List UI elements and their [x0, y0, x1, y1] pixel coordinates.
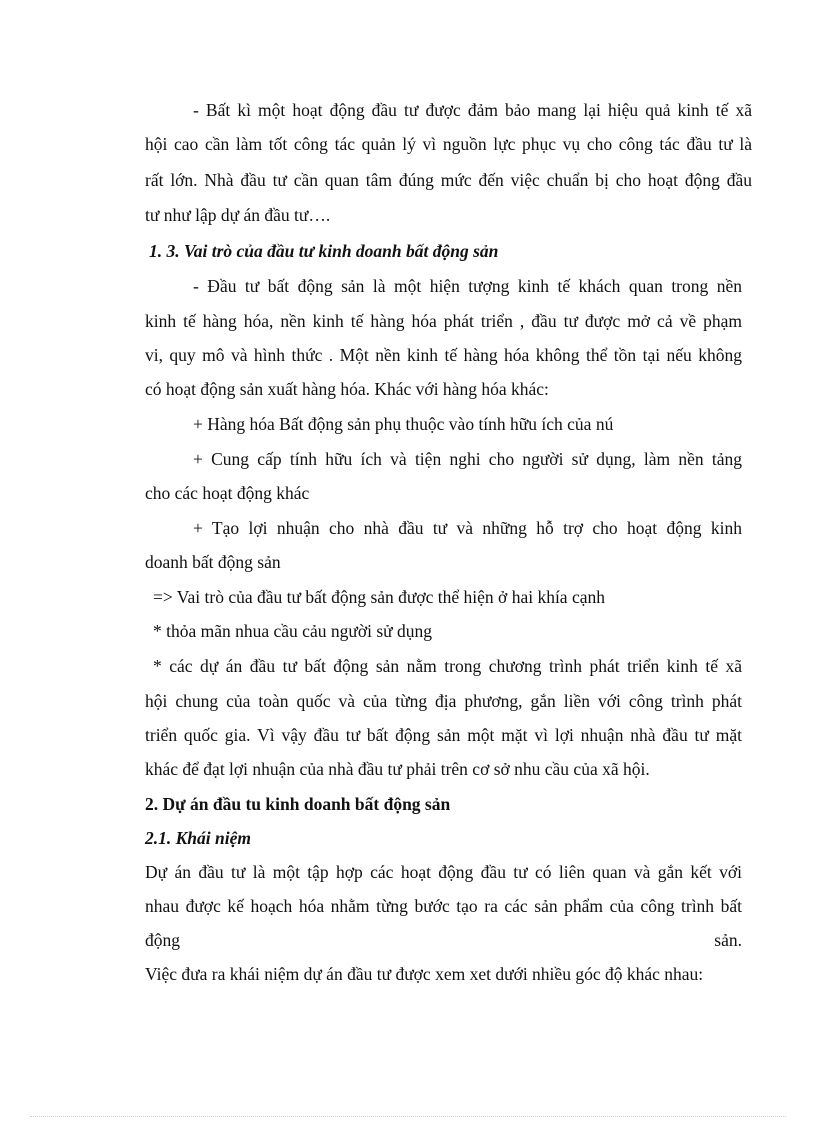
text-line-20: khác để đạt lợi nhuận của nhà đầu tư phải trên cơ sở nhu cầu của xã hội. — [145, 759, 650, 779]
text-line-2: hội cao cần làm tốt công tác quản lý vì nguồn lực phục vụ cho công tác đầu tư là — [145, 134, 752, 154]
text-line-9: có hoạt động sản xuất hàng hóa. Khác với hàng hóa khác: — [145, 379, 549, 399]
text-line-3: rất lớn. Nhà đầu tư cần quan tâm đúng mức đến việc chuẩn bị cho hoạt động đầu — [145, 170, 752, 190]
text-line-7: kinh tế hàng hóa, nền kinh tế hàng hóa phát triển , đầu tư được mở cả về phạm — [145, 311, 742, 331]
page-bottom-rule — [30, 1116, 786, 1117]
text-line-11: + Cung cấp tính hữu ích và tiện nghi cho người sử dụng, làm nền tảng — [193, 449, 742, 469]
text-line-1: - Bất kì một hoạt động đầu tư được đảm bảo mang lại hiệu quả kinh tế xã — [193, 100, 752, 120]
text-line-8: vi, quy mô và hình thức . Một nền kinh tế hàng hóa không thể tồn tại nếu không — [145, 345, 742, 365]
text-line-23: Dự án đầu tư là một tập hợp các hoạt động đầu tư có liên quan và gắn kết với — [145, 862, 742, 882]
text-line-4: tư như lập dự án đầu tư…. — [145, 205, 331, 225]
text-line-17: * các dự án đầu tư bất động sản nằm trong chương trình phát triển kinh tế xã — [153, 656, 742, 676]
text-line-25: động sản. — [145, 930, 742, 950]
section-heading-2-1: 2.1. Khái niệm — [145, 828, 251, 848]
section-heading-2: 2. Dự án đầu tu kinh doanh bất động sản — [145, 794, 451, 814]
text-line-15: => Vai trò của đầu tư bất động sản được thể hiện ở hai khía cạnh — [153, 587, 605, 607]
text-line-18: hội chung của toàn quốc và của từng địa phương, gắn liền với công trình phát — [145, 691, 742, 711]
text-line-10: + Hàng hóa Bất động sản phụ thuộc vào tính hữu ích của nú — [193, 414, 614, 434]
section-heading-1-3: 1. 3. Vai trò của đầu tư kinh doanh bất động sản — [149, 241, 499, 261]
text-line-24: nhau được kế hoạch hóa nhằm từng bước tạo ra các sản phẩm của công trình bất — [145, 896, 742, 916]
text-line-16: * thỏa mãn nhua cầu cảu người sử dụng — [153, 621, 432, 641]
text-line-6: - Đầu tư bất động sản là một hiện tượng kinh tế khách quan trong nền — [193, 276, 742, 296]
text-line-12: cho các hoạt động khác — [145, 483, 310, 503]
text-line-14: doanh bất động sản — [145, 552, 281, 572]
text-line-13: + Tạo lợi nhuận cho nhà đầu tư và những hỗ trợ cho hoạt động kinh — [193, 518, 742, 538]
text-line-26: Việc đưa ra khái niệm dự án đầu tư được xem xet dưới nhiều góc độ khác nhau: — [145, 964, 704, 984]
text-line-19: triển quốc gia. Vì vậy đầu tư bất động sản một mặt vì lợi nhuận nhà đầu tư mặt — [145, 725, 742, 745]
